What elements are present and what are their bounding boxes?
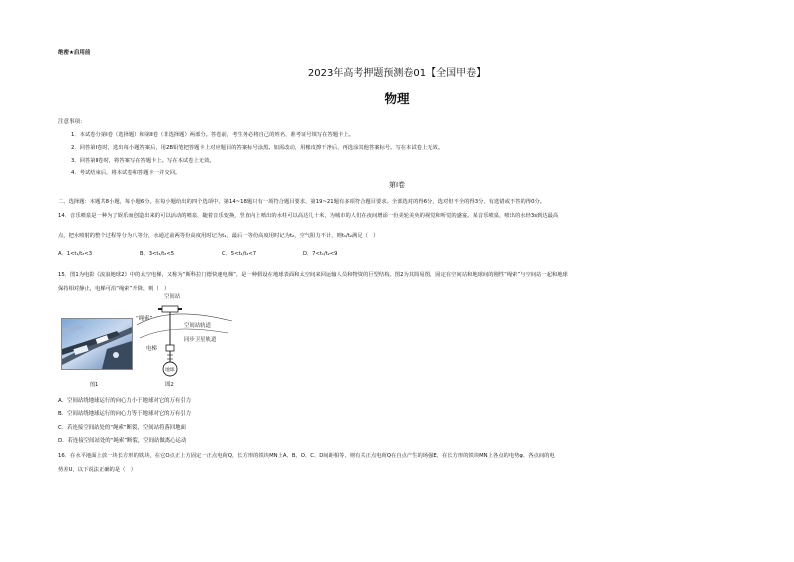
elevator-label: 电梯 — [146, 346, 157, 352]
note-item: 3．回答第Ⅱ卷时，将答案写在答题卡上。写在本试卷上无效。 — [71, 158, 215, 164]
figure-1-caption: 图1 — [90, 382, 99, 388]
q15-stem-line2: 保持相对静止，电梯可沿“绳索”升降，则（ ） — [58, 286, 170, 292]
instructions: 二、选择题：本题共8小题，每小题6分。在每小题给出的四个选项中，第14~18题只有一项符合题目要求，第19~21题有多项符合题目要求。全部选对的得6分，选对但不全的得3分，有选错或不答的得0分。 — [58, 199, 546, 205]
earth-label: 地球 — [165, 368, 175, 373]
note-item: 2．回答第Ⅰ卷时，选出每小题答案后，用2B铅笔把答题卡上对应题目的答案标号涂黑。如需改动，用橡皮擦干净后，再选涂其他答案标号。写在本试卷上无效。 — [71, 145, 444, 151]
q14-stem-line2: 点，把水喷射的整个过程等分为八等分，水通过前两等份高度用时记为t₁，最后一等份高度用时记为t₂，空气阻力不计，则t₁/t₂满足（ ） — [58, 233, 379, 239]
subject-title: 物理 — [384, 91, 410, 106]
figure-1-image — [61, 318, 133, 370]
q15-option-c: C．若连接空间站处的“绳索”断裂，空间站将落回地面 — [58, 425, 186, 431]
q14-stem-line1: 14．音乐喷泉是一种为了娱乐而创造出来的可以活动的喷泉，随着音乐变换，竖直向上喷出的水柱可以高达几十米，为城市的人们在夜间增添一份美轮美奂的视觉和听觉的盛宴。某音乐喷泉，喷出的水经3s到达最高 — [58, 213, 559, 219]
notes-heading: 注意事项： — [58, 119, 86, 125]
q15-stem-line1: 15．图1为电影《流浪地球2》中的太空电梯，又称为“斯科拉门德快速电梯”，是一种假设在地球表面和太空间来回运输人员和物资的巨型结构。图2为其简易图，固定在空间站和地球间的刚性“绳索”与空间站一起和地球 — [58, 272, 568, 278]
figure-2-diagram — [132, 293, 242, 389]
rope-label: “绳索” — [136, 316, 153, 322]
q15-option-d: D．若连接空间站处的“绳索”断裂，空间站做离心运动 — [58, 438, 187, 444]
q16-stem-line1: 16．在水平地面上放一块长方形的铁块，在它O点正上方固定一正点电荷Q，长方形的铁块MN上A、B、O、C、D间距相等，则有关正点电荷Q在自点产生的场强E，在长方形的铁块MN上各点的电势φ、各点间的电 — [58, 453, 555, 459]
exam-title: 2023年高考押题预测卷01【全国甲卷】 — [307, 68, 487, 79]
q14-option-b: B．3<t₁/t₂<5 — [140, 251, 175, 257]
q15-option-b: B．空间站绕地球运行的向心力等于地球对它的万有引力 — [58, 411, 192, 417]
section-title: 第Ⅰ卷 — [388, 181, 406, 189]
q14-option-a: A．1<t₁/t₂<3 — [58, 251, 93, 257]
q14-option-d: D．7<t₁/t₂<9 — [303, 251, 338, 257]
elevator-shape — [166, 345, 174, 351]
space-station-shape — [162, 306, 178, 312]
figure-2-caption: 图2 — [165, 382, 174, 388]
q16-stem-line2: 势差U，以下说法正确的是（ ） — [58, 467, 137, 473]
q15-option-a: A．空间站绕地球运行的向心力小于地球对它的万有引力 — [58, 398, 192, 404]
space-elevator-illustration — [62, 319, 132, 369]
note-item: 4．考试结束后，将本试卷和答题卡一并交回。 — [71, 170, 181, 176]
confidential-mark: 绝密★启用前 — [58, 50, 91, 56]
station-orbit-label: 空间站轨道 — [184, 323, 211, 329]
sync-orbit-label: 同步卫星轨道 — [184, 337, 217, 343]
station-label: 空间站 — [164, 294, 181, 300]
note-item: 1．本试卷分第Ⅰ卷（选择题）和第Ⅱ卷（非选择题）两部分。答卷前，考生务必将自己的姓名、准考证号填写在答题卡上。 — [71, 132, 354, 138]
q14-option-c: C．5<t₁/t₂<7 — [222, 251, 257, 257]
